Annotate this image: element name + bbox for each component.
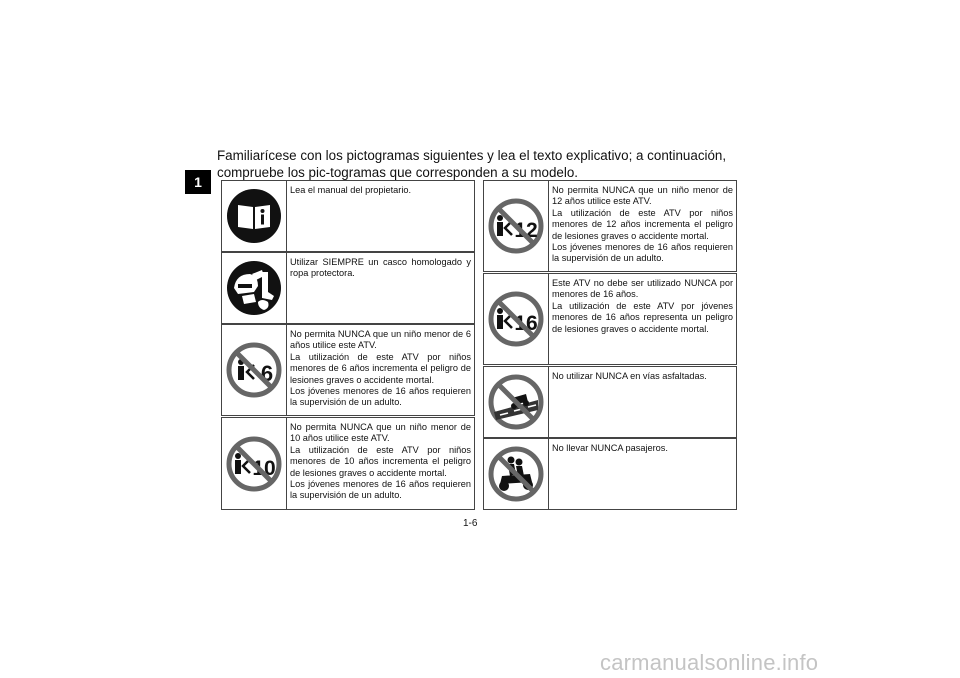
age-label: 6 [260, 361, 274, 386]
pictogram-row-age-10 [221, 417, 475, 510]
no-under-6-icon [222, 325, 287, 415]
no-under-16-icon [484, 274, 549, 364]
pictogram-text: No permita NUNCA que un niño menor de 6 años utilice este ATV. La utilización de este ATV por niños menores de 6 años incrementa el peligro de lesiones graves o accidente mortal. Los jóvenes menores de 16 años requieren la supervisión de un adulto. [290, 329, 471, 408]
age-label: 12 [514, 219, 538, 242]
pictogram-text: No permita NUNCA que un niño menor de 12 años utilice este ATV. La utilización de este ATV por niños menores de 12 años incrementa el peligro de lesiones graves o accidente mortal. Los jóvenes menores de 16 años requieren la supervisión de un adulto. [552, 185, 733, 264]
pictogram-text: Este ATV no debe ser utilizado NUNCA por menores de 16 años. La utilización de este ATV por jóvenes menores de 16 años representa un peligro de lesiones graves o accidente mortal. [552, 278, 733, 334]
page-number: 1-6 [463, 518, 478, 529]
no-under-12-icon [484, 181, 549, 271]
pictogram-row-age-16 [483, 273, 737, 365]
pictogram-row-manual [221, 180, 475, 252]
pictogram-row-passengers [483, 438, 737, 510]
age-label: 16 [514, 312, 538, 335]
intro-text: Familiarícese con los pictogramas siguientes y lea el texto explicativo; a continuación, compruebe los pic-togramas que corresponden a su modelo. [217, 148, 727, 180]
pictogram-text: No permita NUNCA que un niño menor de 10 años utilice este ATV. La utilización de este ATV por niños menores de 10 años incrementa el peligro de lesiones graves o accidente mortal. Los jóvenes menores de 16 años requieren la supervisión de un adulto. [290, 422, 471, 501]
watermark[interactable]: carmanualsonline.info [600, 650, 819, 675]
no-under-10-icon [222, 418, 287, 509]
no-passengers-icon [484, 439, 549, 509]
pictogram-text: Lea el manual del propietario. [290, 185, 412, 195]
pictogram-text: No utilizar NUNCA en vías asfaltadas. [552, 371, 707, 381]
pictogram-text: Utilizar SIEMPRE un casco homologado y ropa protectora. [290, 257, 471, 279]
pictogram-row-paved-roads [483, 366, 737, 438]
no-paved-roads-icon [484, 367, 549, 437]
pictogram-row-age-6 [221, 324, 475, 416]
owners-manual-icon [222, 181, 287, 251]
pictogram-row-age-12 [483, 180, 737, 272]
chapter-tab: 1 [185, 170, 211, 194]
age-label: 10 [252, 456, 276, 480]
pictogram-text: No llevar NUNCA pasajeros. [552, 443, 668, 453]
pictogram-row-helmet [221, 252, 475, 324]
helmet-protective-gear-icon [222, 253, 287, 323]
